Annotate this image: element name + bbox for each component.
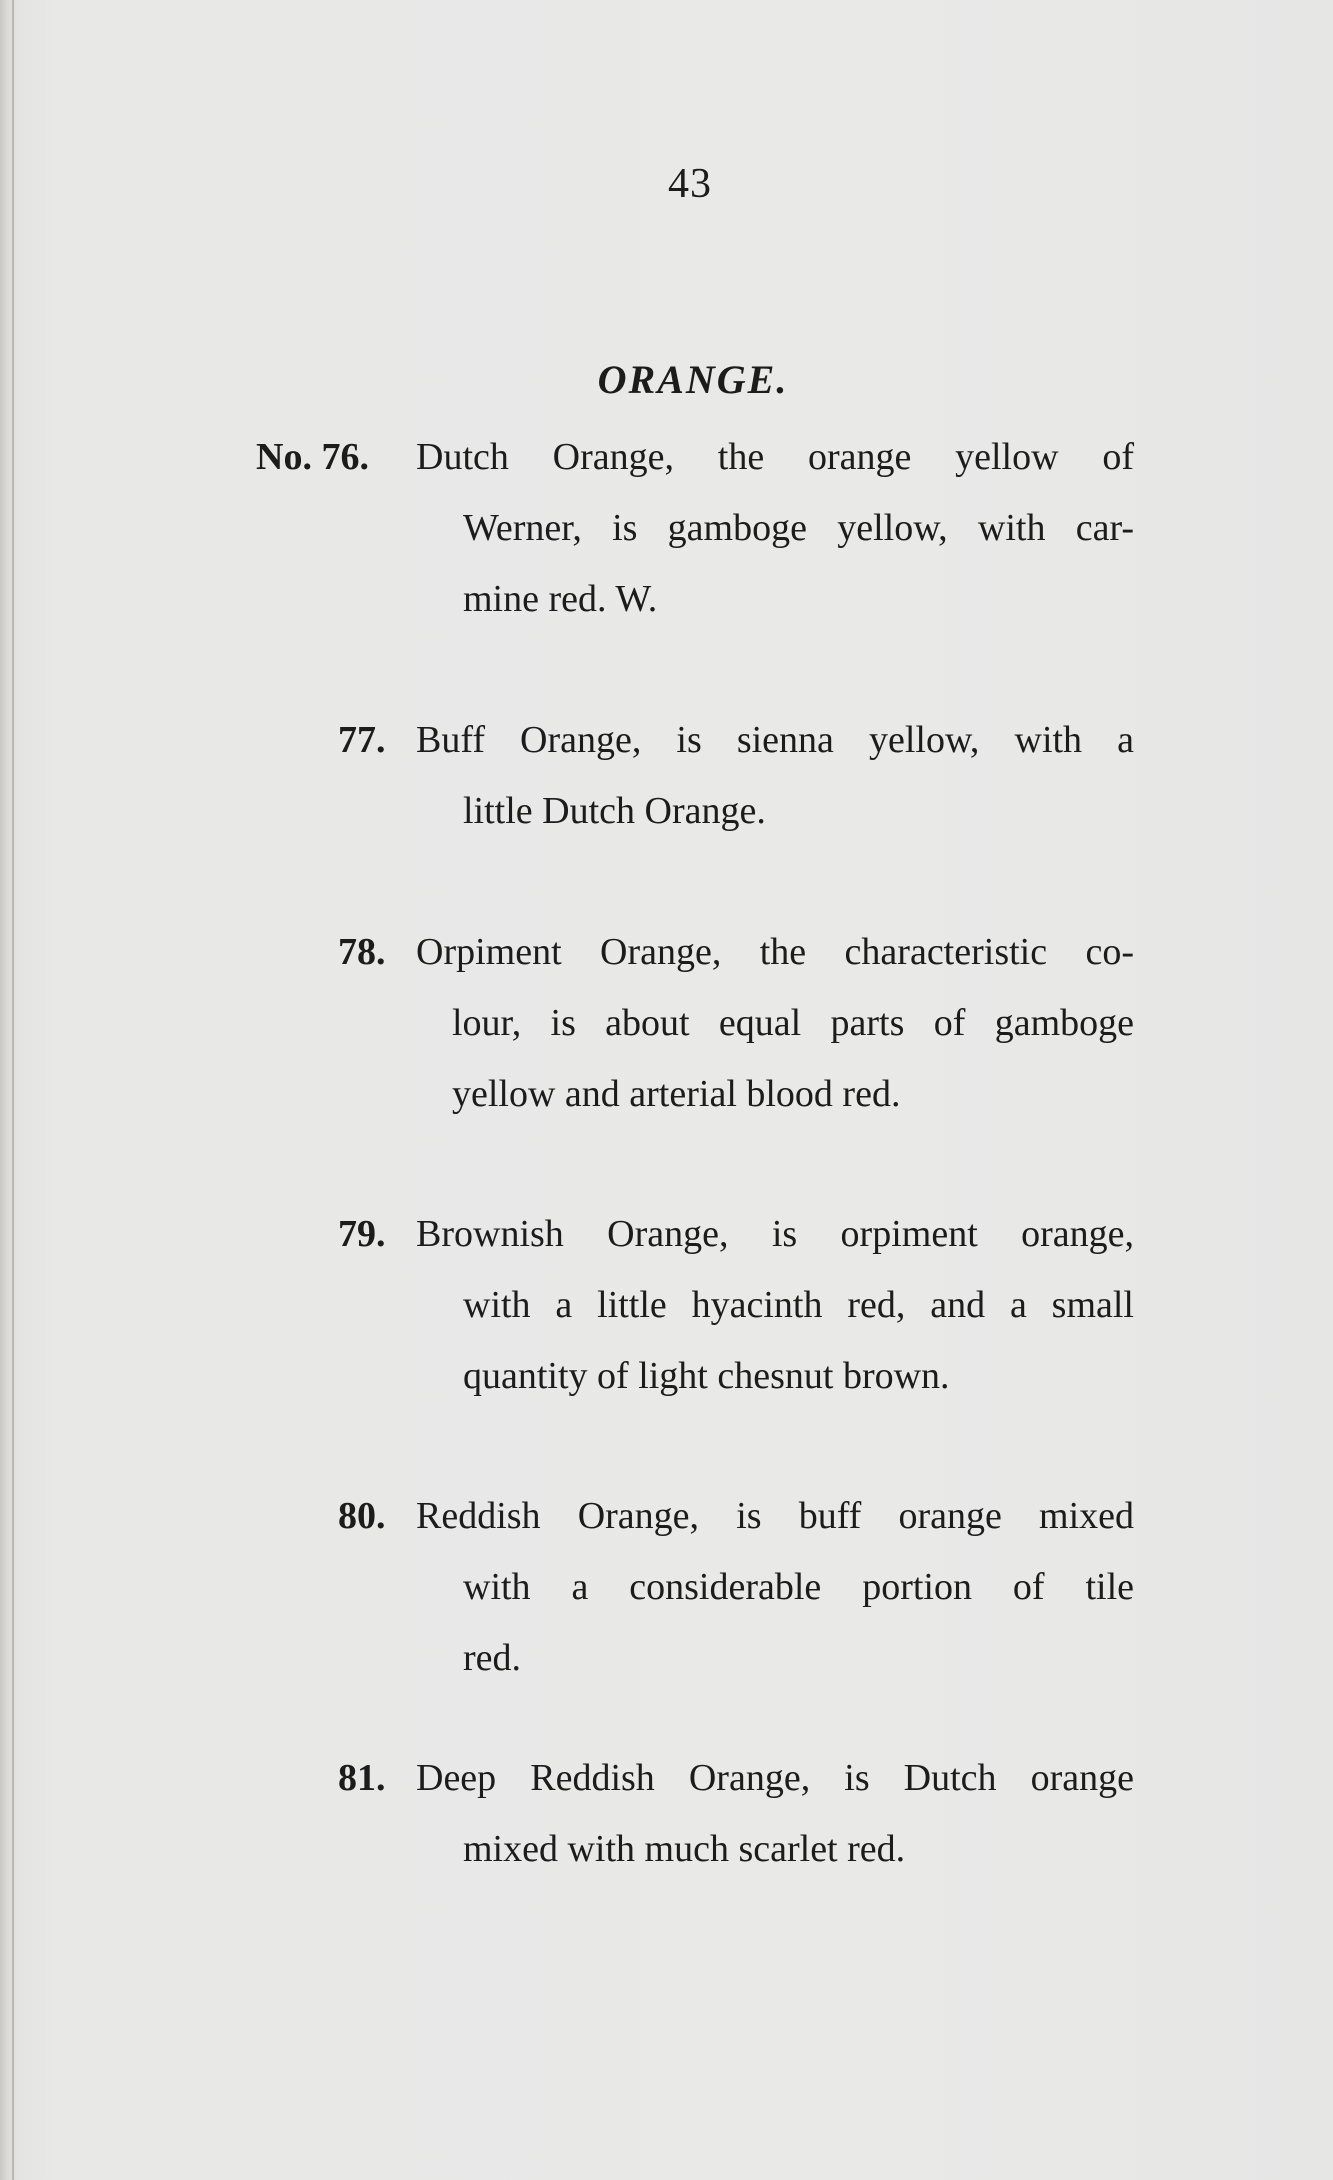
entry-number: 77.	[338, 719, 386, 761]
entry-line: Dutch Orange, the orange yellow of	[416, 436, 1134, 478]
page-number: 43	[668, 161, 712, 207]
entry-line: yellow and arterial blood red.	[452, 1073, 901, 1115]
entry-line: Deep Reddish Orange, is Dutch orange	[416, 1757, 1134, 1799]
entry-line: quantity of light chesnut brown.	[463, 1355, 950, 1397]
entry-line: Orpiment Orange, the characteristic co-	[416, 931, 1134, 973]
entry-line: Werner, is gamboge yellow, with car-	[463, 507, 1134, 549]
entry-number: 79.	[338, 1213, 386, 1255]
entry-text	[416, 917, 1134, 1130]
entry-number: 81.	[338, 1757, 386, 1799]
section-heading: ORANGE.	[597, 357, 789, 402]
entry-line: little Dutch Orange.	[463, 790, 766, 832]
entry-text	[416, 705, 1134, 847]
entry-line: Brownish Orange, is orpiment orange,	[416, 1213, 1134, 1255]
entry-line: mine red. W.	[463, 578, 658, 620]
entry-line: red.	[463, 1637, 522, 1679]
entry-text	[416, 1743, 1134, 1885]
entry-text	[416, 1481, 1134, 1694]
entry-number: 80.	[338, 1495, 386, 1537]
entry-line: with a little hyacinth red, and a small	[463, 1284, 1134, 1326]
entry-text	[416, 1199, 1134, 1412]
entry-line: Reddish Orange, is buff orange mixed	[416, 1495, 1134, 1537]
page-binding-edge	[12, 0, 14, 2180]
entry-line: Buff Orange, is sienna yellow, with a	[416, 719, 1134, 761]
entry-text	[416, 422, 1134, 635]
entry-line: lour, is about equal parts of gamboge	[452, 1002, 1134, 1044]
entry-number: 78.	[338, 931, 386, 973]
entry-line: with a considerable portion of tile	[463, 1566, 1134, 1608]
entry-number: No. 76.	[256, 436, 369, 478]
entry-line: mixed with much scarlet red.	[463, 1828, 906, 1870]
